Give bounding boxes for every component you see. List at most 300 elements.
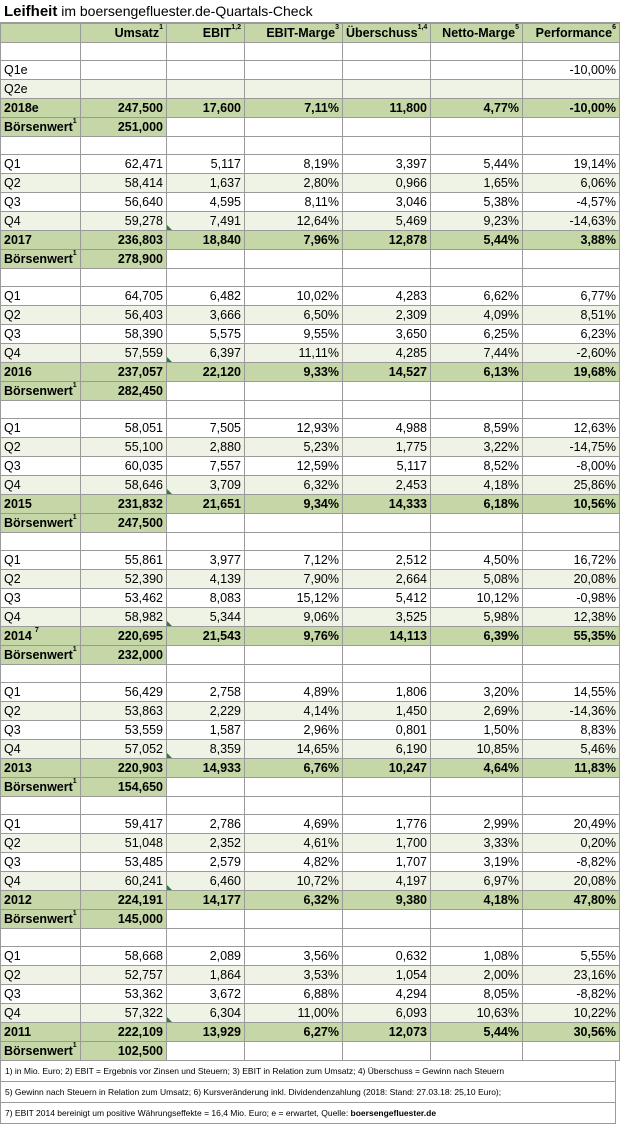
- cell-ueberschuss[interactable]: [343, 419, 431, 438]
- cell-umsatz[interactable]: [81, 457, 167, 476]
- cell-ebit[interactable]: [167, 627, 245, 646]
- cell-umsatz[interactable]: [81, 853, 167, 872]
- empty-cell[interactable]: [523, 382, 620, 401]
- cell-umsatz[interactable]: [81, 344, 167, 363]
- cell-label[interactable]: [1, 683, 81, 702]
- cell-ebit[interactable]: [167, 834, 245, 853]
- cell-ebit-marge[interactable]: [245, 740, 343, 759]
- cell-umsatz[interactable]: [81, 702, 167, 721]
- cell-performance[interactable]: [523, 401, 620, 419]
- cell-ebit-marge[interactable]: [245, 80, 343, 99]
- cell-umsatz[interactable]: [81, 306, 167, 325]
- cell-ebit-marge[interactable]: [245, 570, 343, 589]
- empty-cell[interactable]: [343, 778, 431, 797]
- cell-performance[interactable]: [523, 570, 620, 589]
- cell-ueberschuss[interactable]: [343, 627, 431, 646]
- cell-performance[interactable]: [523, 137, 620, 155]
- empty-cell[interactable]: [343, 382, 431, 401]
- cell-netto-marge[interactable]: [431, 570, 523, 589]
- cell-ebit-marge[interactable]: [245, 929, 343, 947]
- cell-ebit[interactable]: [167, 1023, 245, 1042]
- cell-umsatz[interactable]: [81, 363, 167, 382]
- cell-ueberschuss[interactable]: [343, 551, 431, 570]
- cell-label[interactable]: [1, 137, 81, 155]
- cell-ueberschuss[interactable]: [343, 1023, 431, 1042]
- cell-ebit[interactable]: [167, 80, 245, 99]
- cell-umsatz[interactable]: [81, 401, 167, 419]
- cell-ebit[interactable]: [167, 155, 245, 174]
- empty-cell[interactable]: [245, 118, 343, 137]
- cell-ueberschuss[interactable]: [343, 815, 431, 834]
- cell-ebit[interactable]: [167, 797, 245, 815]
- cell-performance[interactable]: [523, 174, 620, 193]
- cell-ebit[interactable]: [167, 683, 245, 702]
- cell-ebit-marge[interactable]: [245, 212, 343, 231]
- empty-cell[interactable]: [523, 514, 620, 533]
- header-performance[interactable]: [523, 24, 620, 43]
- cell-ebit[interactable]: [167, 43, 245, 61]
- cell-label[interactable]: [1, 551, 81, 570]
- cell-netto-marge[interactable]: [431, 325, 523, 344]
- cell-performance[interactable]: [523, 193, 620, 212]
- cell-label[interactable]: [1, 797, 81, 815]
- cell-ebit-marge[interactable]: [245, 551, 343, 570]
- cell-ebit[interactable]: [167, 872, 245, 891]
- cell-ebit[interactable]: [167, 815, 245, 834]
- empty-cell[interactable]: [245, 382, 343, 401]
- cell-netto-marge[interactable]: [431, 551, 523, 570]
- cell-label[interactable]: [1, 966, 81, 985]
- cell-ueberschuss[interactable]: [343, 740, 431, 759]
- cell-netto-marge[interactable]: [431, 43, 523, 61]
- cell-performance[interactable]: [523, 759, 620, 778]
- cell-umsatz[interactable]: [81, 570, 167, 589]
- market-cap-value[interactable]: 247,500: [81, 514, 167, 533]
- cell-ueberschuss[interactable]: [343, 457, 431, 476]
- cell-performance[interactable]: [523, 419, 620, 438]
- cell-netto-marge[interactable]: [431, 231, 523, 250]
- cell-ebit-marge[interactable]: [245, 174, 343, 193]
- market-cap-value[interactable]: 145,000: [81, 910, 167, 929]
- cell-umsatz[interactable]: [81, 174, 167, 193]
- cell-ebit-marge[interactable]: [245, 891, 343, 910]
- cell-performance[interactable]: [523, 533, 620, 551]
- cell-label[interactable]: [1, 1023, 81, 1042]
- empty-cell[interactable]: [431, 646, 523, 665]
- cell-ebit-marge[interactable]: [245, 476, 343, 495]
- empty-cell[interactable]: [343, 250, 431, 269]
- cell-label[interactable]: [1, 721, 81, 740]
- empty-cell[interactable]: [245, 250, 343, 269]
- cell-label[interactable]: [1, 155, 81, 174]
- cell-netto-marge[interactable]: [431, 401, 523, 419]
- market-cap-label[interactable]: [1, 514, 81, 533]
- cell-performance[interactable]: [523, 495, 620, 514]
- cell-netto-marge[interactable]: [431, 533, 523, 551]
- cell-ebit-marge[interactable]: [245, 985, 343, 1004]
- empty-cell[interactable]: [523, 1042, 620, 1061]
- cell-ebit[interactable]: [167, 665, 245, 683]
- cell-performance[interactable]: [523, 985, 620, 1004]
- cell-netto-marge[interactable]: [431, 589, 523, 608]
- market-cap-value[interactable]: 232,000: [81, 646, 167, 665]
- market-cap-value[interactable]: 278,900: [81, 250, 167, 269]
- cell-performance[interactable]: [523, 551, 620, 570]
- empty-cell[interactable]: [167, 514, 245, 533]
- empty-cell[interactable]: [167, 250, 245, 269]
- cell-umsatz[interactable]: [81, 665, 167, 683]
- market-cap-value[interactable]: 102,500: [81, 1042, 167, 1061]
- cell-performance[interactable]: [523, 740, 620, 759]
- empty-cell[interactable]: [245, 1042, 343, 1061]
- market-cap-label[interactable]: [1, 118, 81, 137]
- cell-label[interactable]: [1, 61, 81, 80]
- empty-cell[interactable]: [343, 1042, 431, 1061]
- cell-ebit-marge[interactable]: [245, 193, 343, 212]
- cell-performance[interactable]: [523, 665, 620, 683]
- cell-ebit[interactable]: [167, 325, 245, 344]
- cell-netto-marge[interactable]: [431, 495, 523, 514]
- empty-cell[interactable]: [523, 250, 620, 269]
- cell-performance[interactable]: [523, 231, 620, 250]
- cell-performance[interactable]: [523, 929, 620, 947]
- cell-netto-marge[interactable]: [431, 419, 523, 438]
- header-label[interactable]: [1, 24, 81, 43]
- cell-label[interactable]: [1, 231, 81, 250]
- cell-umsatz[interactable]: [81, 438, 167, 457]
- cell-netto-marge[interactable]: [431, 740, 523, 759]
- cell-ebit-marge[interactable]: [245, 231, 343, 250]
- cell-netto-marge[interactable]: [431, 929, 523, 947]
- cell-ueberschuss[interactable]: [343, 401, 431, 419]
- cell-ebit[interactable]: [167, 589, 245, 608]
- cell-label[interactable]: [1, 174, 81, 193]
- cell-netto-marge[interactable]: [431, 287, 523, 306]
- cell-performance[interactable]: [523, 306, 620, 325]
- cell-ebit-marge[interactable]: [245, 1023, 343, 1042]
- cell-label[interactable]: [1, 344, 81, 363]
- cell-ueberschuss[interactable]: [343, 665, 431, 683]
- cell-label[interactable]: [1, 627, 81, 646]
- empty-cell[interactable]: [343, 646, 431, 665]
- cell-netto-marge[interactable]: [431, 99, 523, 118]
- market-cap-label[interactable]: [1, 910, 81, 929]
- cell-ueberschuss[interactable]: [343, 929, 431, 947]
- cell-ebit-marge[interactable]: [245, 872, 343, 891]
- cell-ueberschuss[interactable]: [343, 702, 431, 721]
- cell-ueberschuss[interactable]: [343, 99, 431, 118]
- cell-netto-marge[interactable]: [431, 872, 523, 891]
- cell-netto-marge[interactable]: [431, 269, 523, 287]
- cell-ueberschuss[interactable]: [343, 797, 431, 815]
- cell-ebit-marge[interactable]: [245, 834, 343, 853]
- cell-ebit-marge[interactable]: [245, 1004, 343, 1023]
- cell-netto-marge[interactable]: [431, 363, 523, 382]
- cell-ebit-marge[interactable]: [245, 363, 343, 382]
- cell-netto-marge[interactable]: [431, 985, 523, 1004]
- cell-ebit-marge[interactable]: [245, 627, 343, 646]
- cell-netto-marge[interactable]: [431, 665, 523, 683]
- cell-umsatz[interactable]: [81, 495, 167, 514]
- cell-umsatz[interactable]: [81, 325, 167, 344]
- cell-label[interactable]: [1, 212, 81, 231]
- cell-performance[interactable]: [523, 683, 620, 702]
- cell-performance[interactable]: [523, 287, 620, 306]
- cell-netto-marge[interactable]: [431, 608, 523, 627]
- cell-ebit-marge[interactable]: [245, 325, 343, 344]
- cell-performance[interactable]: [523, 1004, 620, 1023]
- cell-umsatz[interactable]: [81, 419, 167, 438]
- cell-umsatz[interactable]: [81, 740, 167, 759]
- empty-cell[interactable]: [167, 382, 245, 401]
- cell-ueberschuss[interactable]: [343, 137, 431, 155]
- cell-netto-marge[interactable]: [431, 683, 523, 702]
- cell-ebit[interactable]: [167, 608, 245, 627]
- cell-umsatz[interactable]: [81, 212, 167, 231]
- cell-label[interactable]: [1, 438, 81, 457]
- cell-label[interactable]: [1, 589, 81, 608]
- cell-label[interactable]: [1, 815, 81, 834]
- cell-ebit[interactable]: [167, 344, 245, 363]
- cell-performance[interactable]: [523, 438, 620, 457]
- cell-label[interactable]: [1, 306, 81, 325]
- cell-umsatz[interactable]: [81, 589, 167, 608]
- cell-ebit[interactable]: [167, 702, 245, 721]
- cell-label[interactable]: [1, 853, 81, 872]
- cell-ebit[interactable]: [167, 721, 245, 740]
- cell-ebit-marge[interactable]: [245, 269, 343, 287]
- cell-label[interactable]: [1, 702, 81, 721]
- cell-label[interactable]: [1, 740, 81, 759]
- market-cap-value[interactable]: 282,450: [81, 382, 167, 401]
- cell-label[interactable]: [1, 759, 81, 778]
- cell-ebit-marge[interactable]: [245, 589, 343, 608]
- cell-performance[interactable]: [523, 797, 620, 815]
- cell-performance[interactable]: [523, 891, 620, 910]
- cell-umsatz[interactable]: [81, 80, 167, 99]
- empty-cell[interactable]: [431, 910, 523, 929]
- market-cap-label[interactable]: [1, 1042, 81, 1061]
- market-cap-value[interactable]: 251,000: [81, 118, 167, 137]
- market-cap-label[interactable]: [1, 778, 81, 797]
- cell-label[interactable]: [1, 570, 81, 589]
- cell-label[interactable]: [1, 665, 81, 683]
- cell-label[interactable]: [1, 99, 81, 118]
- cell-ebit-marge[interactable]: [245, 721, 343, 740]
- cell-performance[interactable]: [523, 853, 620, 872]
- market-cap-label[interactable]: [1, 250, 81, 269]
- cell-ebit[interactable]: [167, 929, 245, 947]
- cell-ueberschuss[interactable]: [343, 269, 431, 287]
- cell-label[interactable]: [1, 891, 81, 910]
- cell-ueberschuss[interactable]: [343, 947, 431, 966]
- cell-ueberschuss[interactable]: [343, 476, 431, 495]
- cell-ebit[interactable]: [167, 947, 245, 966]
- cell-netto-marge[interactable]: [431, 966, 523, 985]
- cell-ebit-marge[interactable]: [245, 457, 343, 476]
- cell-label[interactable]: [1, 287, 81, 306]
- cell-ebit[interactable]: [167, 61, 245, 80]
- cell-ebit[interactable]: [167, 269, 245, 287]
- cell-ueberschuss[interactable]: [343, 325, 431, 344]
- cell-ebit[interactable]: [167, 985, 245, 1004]
- cell-ebit-marge[interactable]: [245, 43, 343, 61]
- cell-ebit[interactable]: [167, 287, 245, 306]
- cell-ueberschuss[interactable]: [343, 306, 431, 325]
- cell-umsatz[interactable]: [81, 608, 167, 627]
- cell-ebit[interactable]: [167, 212, 245, 231]
- cell-ebit-marge[interactable]: [245, 306, 343, 325]
- cell-ueberschuss[interactable]: [343, 683, 431, 702]
- cell-performance[interactable]: [523, 702, 620, 721]
- cell-label[interactable]: [1, 929, 81, 947]
- empty-cell[interactable]: [167, 646, 245, 665]
- cell-label[interactable]: [1, 947, 81, 966]
- cell-umsatz[interactable]: [81, 61, 167, 80]
- market-cap-label[interactable]: [1, 646, 81, 665]
- cell-netto-marge[interactable]: [431, 1023, 523, 1042]
- cell-umsatz[interactable]: [81, 43, 167, 61]
- cell-ebit[interactable]: [167, 570, 245, 589]
- cell-netto-marge[interactable]: [431, 476, 523, 495]
- empty-cell[interactable]: [167, 778, 245, 797]
- cell-label[interactable]: [1, 457, 81, 476]
- empty-cell[interactable]: [167, 1042, 245, 1061]
- cell-ebit-marge[interactable]: [245, 947, 343, 966]
- cell-ebit-marge[interactable]: [245, 137, 343, 155]
- cell-umsatz[interactable]: [81, 269, 167, 287]
- cell-umsatz[interactable]: [81, 985, 167, 1004]
- cell-umsatz[interactable]: [81, 155, 167, 174]
- empty-cell[interactable]: [431, 778, 523, 797]
- cell-ueberschuss[interactable]: [343, 570, 431, 589]
- cell-performance[interactable]: [523, 476, 620, 495]
- cell-ebit[interactable]: [167, 891, 245, 910]
- cell-performance[interactable]: [523, 947, 620, 966]
- cell-umsatz[interactable]: [81, 137, 167, 155]
- cell-netto-marge[interactable]: [431, 344, 523, 363]
- cell-ebit-marge[interactable]: [245, 966, 343, 985]
- empty-cell[interactable]: [167, 910, 245, 929]
- cell-netto-marge[interactable]: [431, 1004, 523, 1023]
- cell-ueberschuss[interactable]: [343, 759, 431, 778]
- cell-ebit[interactable]: [167, 438, 245, 457]
- cell-netto-marge[interactable]: [431, 457, 523, 476]
- cell-ueberschuss[interactable]: [343, 287, 431, 306]
- cell-umsatz[interactable]: [81, 797, 167, 815]
- cell-performance[interactable]: [523, 212, 620, 231]
- cell-label[interactable]: [1, 419, 81, 438]
- empty-cell[interactable]: [523, 778, 620, 797]
- cell-umsatz[interactable]: [81, 287, 167, 306]
- cell-ebit[interactable]: [167, 1004, 245, 1023]
- cell-performance[interactable]: [523, 834, 620, 853]
- cell-netto-marge[interactable]: [431, 721, 523, 740]
- cell-umsatz[interactable]: [81, 99, 167, 118]
- cell-ebit-marge[interactable]: [245, 61, 343, 80]
- cell-ueberschuss[interactable]: [343, 985, 431, 1004]
- cell-ueberschuss[interactable]: [343, 891, 431, 910]
- header-ebit-marge[interactable]: [245, 24, 343, 43]
- cell-umsatz[interactable]: [81, 231, 167, 250]
- cell-ueberschuss[interactable]: [343, 61, 431, 80]
- cell-ebit[interactable]: [167, 193, 245, 212]
- cell-performance[interactable]: [523, 80, 620, 99]
- empty-cell[interactable]: [245, 646, 343, 665]
- cell-ebit-marge[interactable]: [245, 533, 343, 551]
- cell-umsatz[interactable]: [81, 627, 167, 646]
- cell-ebit[interactable]: [167, 740, 245, 759]
- empty-cell[interactable]: [431, 1042, 523, 1061]
- cell-ueberschuss[interactable]: [343, 344, 431, 363]
- cell-umsatz[interactable]: [81, 891, 167, 910]
- cell-label[interactable]: [1, 476, 81, 495]
- cell-ebit-marge[interactable]: [245, 287, 343, 306]
- cell-umsatz[interactable]: [81, 193, 167, 212]
- cell-umsatz[interactable]: [81, 476, 167, 495]
- cell-label[interactable]: [1, 401, 81, 419]
- cell-performance[interactable]: [523, 61, 620, 80]
- cell-ebit[interactable]: [167, 401, 245, 419]
- market-cap-value[interactable]: 154,650: [81, 778, 167, 797]
- cell-ueberschuss[interactable]: [343, 966, 431, 985]
- cell-ebit-marge[interactable]: [245, 853, 343, 872]
- cell-ebit[interactable]: [167, 853, 245, 872]
- cell-ueberschuss[interactable]: [343, 438, 431, 457]
- cell-ebit[interactable]: [167, 419, 245, 438]
- cell-label[interactable]: [1, 80, 81, 99]
- cell-label[interactable]: [1, 269, 81, 287]
- cell-netto-marge[interactable]: [431, 834, 523, 853]
- empty-cell[interactable]: [245, 778, 343, 797]
- cell-ebit-marge[interactable]: [245, 99, 343, 118]
- cell-netto-marge[interactable]: [431, 853, 523, 872]
- empty-cell[interactable]: [431, 118, 523, 137]
- cell-ebit[interactable]: [167, 457, 245, 476]
- cell-netto-marge[interactable]: [431, 438, 523, 457]
- cell-label[interactable]: [1, 43, 81, 61]
- cell-netto-marge[interactable]: [431, 61, 523, 80]
- cell-ueberschuss[interactable]: [343, 1004, 431, 1023]
- cell-performance[interactable]: [523, 99, 620, 118]
- empty-cell[interactable]: [343, 118, 431, 137]
- cell-ebit[interactable]: [167, 99, 245, 118]
- cell-performance[interactable]: [523, 815, 620, 834]
- cell-performance[interactable]: [523, 155, 620, 174]
- cell-ebit-marge[interactable]: [245, 815, 343, 834]
- cell-umsatz[interactable]: [81, 683, 167, 702]
- cell-ebit-marge[interactable]: [245, 759, 343, 778]
- cell-performance[interactable]: [523, 43, 620, 61]
- cell-ebit-marge[interactable]: [245, 438, 343, 457]
- cell-performance[interactable]: [523, 325, 620, 344]
- cell-netto-marge[interactable]: [431, 627, 523, 646]
- cell-ebit[interactable]: [167, 495, 245, 514]
- cell-netto-marge[interactable]: [431, 702, 523, 721]
- cell-ueberschuss[interactable]: [343, 853, 431, 872]
- cell-netto-marge[interactable]: [431, 155, 523, 174]
- cell-ebit-marge[interactable]: [245, 344, 343, 363]
- empty-cell[interactable]: [523, 910, 620, 929]
- cell-label[interactable]: [1, 325, 81, 344]
- cell-ueberschuss[interactable]: [343, 212, 431, 231]
- cell-ebit[interactable]: [167, 174, 245, 193]
- cell-umsatz[interactable]: [81, 966, 167, 985]
- cell-umsatz[interactable]: [81, 1004, 167, 1023]
- cell-performance[interactable]: [523, 872, 620, 891]
- header-netto-marge[interactable]: [431, 24, 523, 43]
- cell-umsatz[interactable]: [81, 834, 167, 853]
